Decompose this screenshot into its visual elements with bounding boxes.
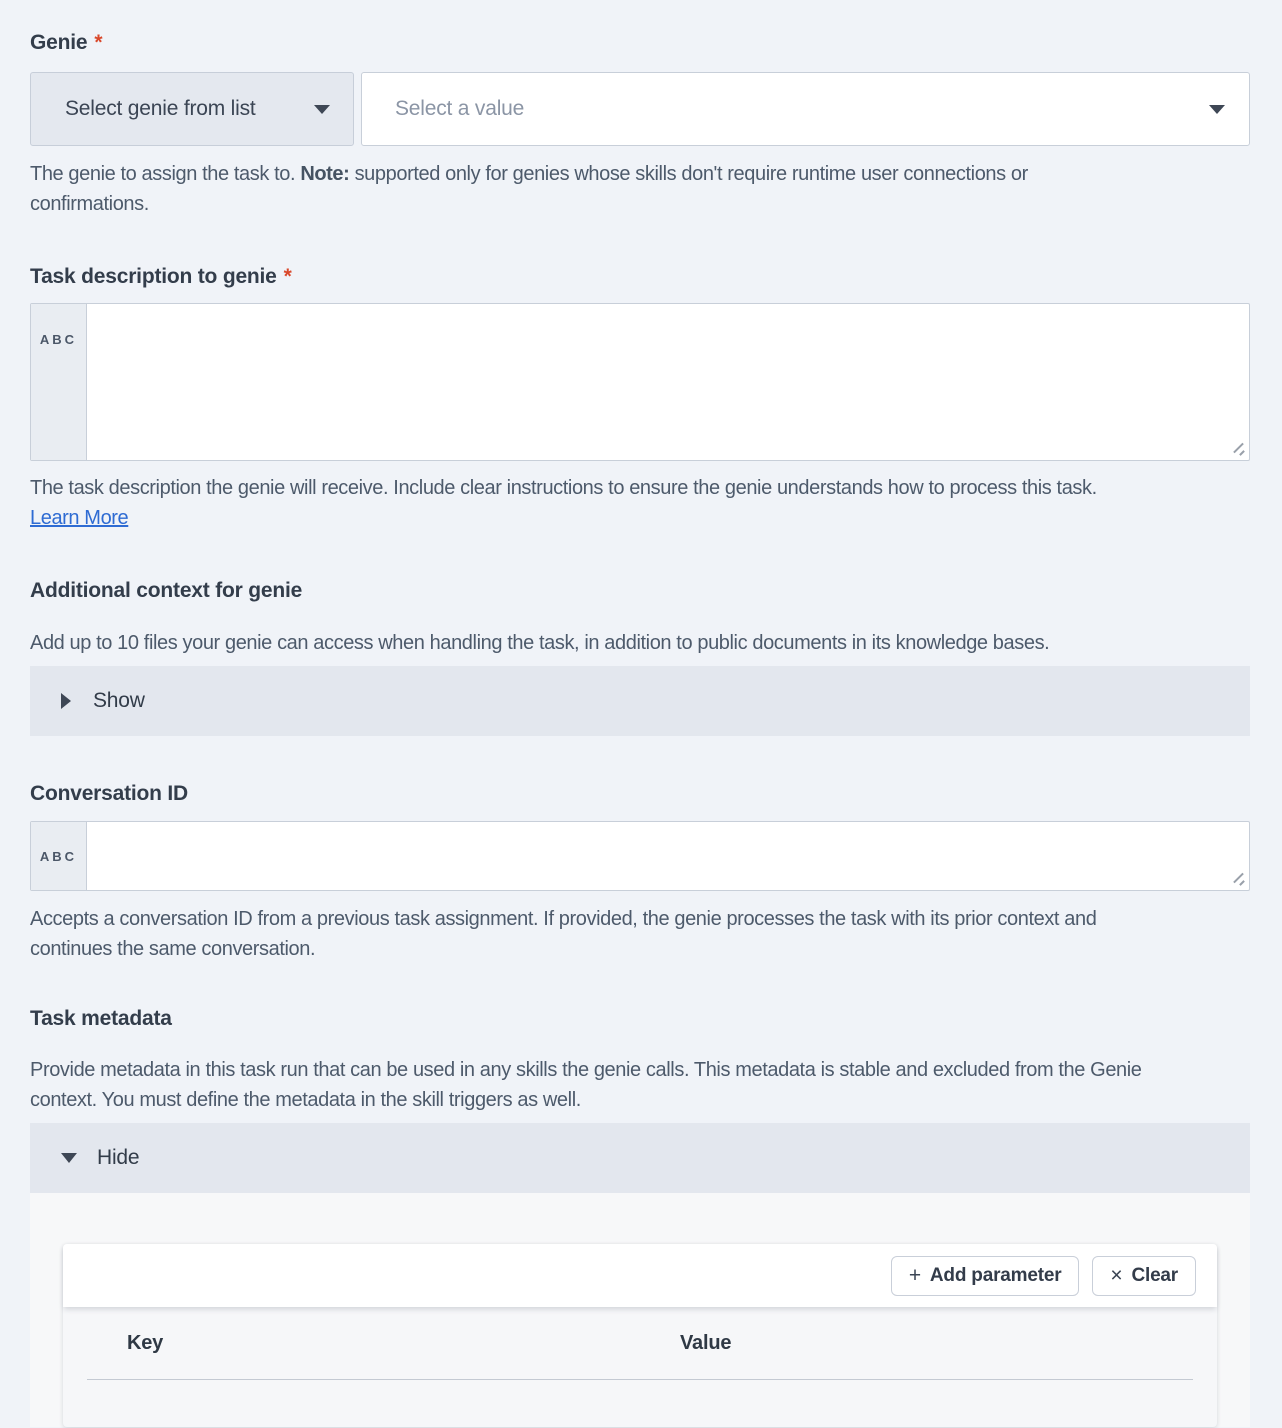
task-description-label-text: Task description to genie <box>30 265 277 288</box>
learn-more-link[interactable]: Learn More <box>30 507 129 529</box>
text-type-badge: ABC <box>31 822 87 890</box>
clear-button[interactable] <box>1092 1256 1196 1296</box>
task-metadata-help-line2: context. You must define the metadata in the skill triggers as well. <box>30 1089 581 1111</box>
conversation-id-label: Conversation ID <box>30 782 189 805</box>
additional-context-label: Additional context for genie <box>30 579 303 602</box>
text-type-badge: ABC <box>31 304 87 460</box>
genie-label-text: Genie <box>30 31 88 54</box>
required-asterisk: * <box>94 31 103 54</box>
hide-toggle-label: Hide <box>97 1146 140 1169</box>
additional-context-section <box>30 579 1250 736</box>
triangle-right-icon <box>61 693 71 709</box>
triangle-down-icon <box>61 1153 77 1163</box>
plus-icon: + <box>908 1264 921 1287</box>
chevron-down-icon <box>1209 105 1225 114</box>
task-metadata-expanded-panel <box>30 1193 1250 1427</box>
task-description-input[interactable] <box>87 304 1249 460</box>
parameters-table-body <box>63 1380 1217 1427</box>
genie-help-text <box>30 159 1250 219</box>
conversation-id-field <box>30 821 1250 891</box>
genie-help-line1: The genie to assign the task to. Note: supported only for genies whose skills don't require runtime user connections or <box>30 163 1028 185</box>
resize-grip-icon[interactable] <box>1231 872 1245 886</box>
genie-help-line2: confirmations. <box>30 193 149 215</box>
genie-field-section <box>30 31 1250 219</box>
task-metadata-hide-toggle[interactable] <box>30 1123 1250 1193</box>
task-metadata-section <box>30 1007 1250 1427</box>
genie-label <box>30 31 1250 55</box>
genie-task-form <box>30 31 1250 1427</box>
chevron-down-icon <box>314 105 330 114</box>
task-description-label <box>30 265 1250 289</box>
genie-control-row <box>30 72 1250 146</box>
conversation-id-help-line1: Accepts a conversation ID from a previous task assignment. If provided, the genie processes the task with its prior context and <box>30 908 1097 930</box>
column-header-key: Key <box>127 1331 164 1354</box>
task-metadata-label: Task metadata <box>30 1007 172 1030</box>
clear-button-label: Clear <box>1131 1264 1178 1286</box>
task-metadata-help <box>30 1055 1250 1115</box>
column-header-value: Value <box>680 1331 732 1354</box>
task-description-help: The task description the genie will receive. Include clear instructions to ensure the genie understands how to process this task. <box>30 477 1097 499</box>
parameters-table-header <box>87 1307 1193 1380</box>
required-asterisk: * <box>283 265 292 288</box>
x-icon: × <box>1110 1264 1123 1287</box>
genie-value-placeholder: Select a value <box>395 97 525 120</box>
conversation-id-section <box>30 782 1250 964</box>
additional-context-help: Add up to 10 files your genie can access when handling the task, in addition to public documents in its knowledge bases. <box>30 632 1050 654</box>
conversation-id-help-line2: continues the same conversation. <box>30 938 316 960</box>
genie-source-dropdown[interactable] <box>30 72 354 146</box>
task-description-field <box>30 303 1250 461</box>
task-description-section <box>30 265 1250 533</box>
conversation-id-help <box>30 904 1250 964</box>
genie-source-dropdown-label: Select genie from list <box>65 97 256 120</box>
additional-context-show-toggle[interactable] <box>30 666 1250 736</box>
parameters-card <box>63 1244 1217 1427</box>
add-parameter-button[interactable] <box>891 1256 1080 1296</box>
conversation-id-input[interactable] <box>87 822 1249 890</box>
add-parameter-button-label: Add parameter <box>929 1264 1062 1286</box>
task-metadata-help-line1: Provide metadata in this task run that can be used in any skills the genie calls. This metadata is stable and excluded from the Genie <box>30 1059 1142 1081</box>
parameters-toolbar <box>63 1244 1217 1307</box>
genie-value-combobox[interactable] <box>361 72 1250 146</box>
show-toggle-label: Show <box>93 689 145 712</box>
resize-grip-icon[interactable] <box>1231 442 1245 456</box>
